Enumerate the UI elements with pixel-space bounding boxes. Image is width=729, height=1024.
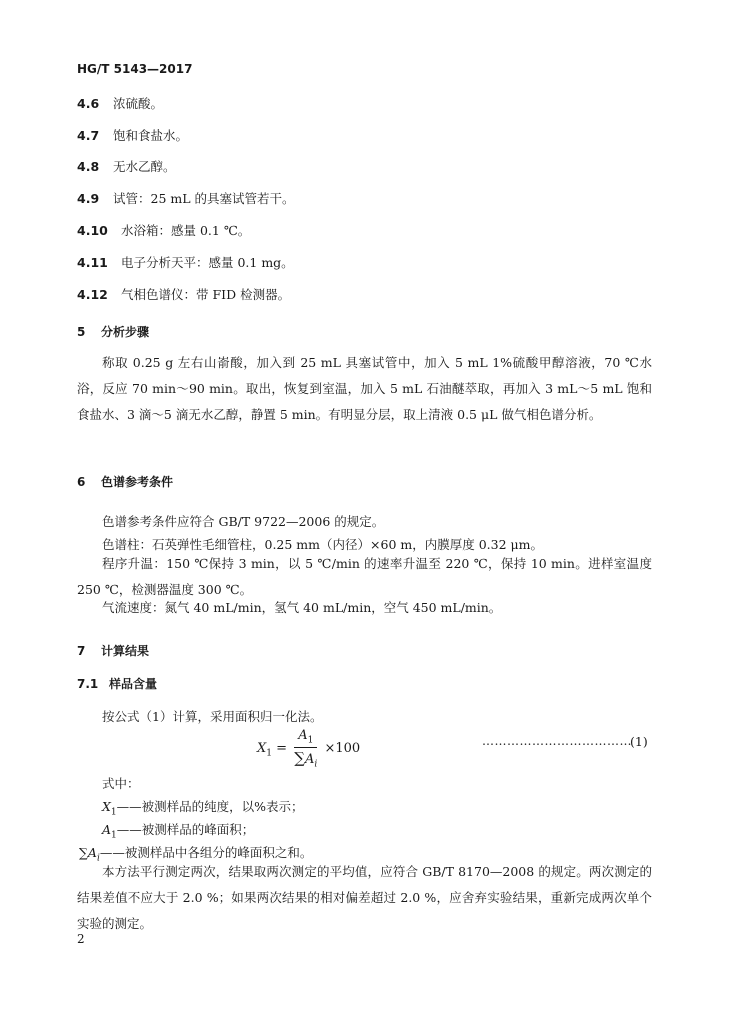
definition-subscript: 1 bbox=[110, 807, 117, 818]
section-number: 7 bbox=[77, 644, 86, 658]
item-number: 4.9 bbox=[77, 191, 100, 206]
list-item bbox=[77, 189, 295, 207]
procedure-paragraph: 称取 0.25 g 左右山嵛酸，加入到 25 mL 具塞试管中，加入 5 mL 1%硫酸甲醇溶液，70 ℃水浴，反应 70 min～90 min。取出，恢复到室温，加入 5 mL 石油醚萃取，再加入 3 mL～5 mL 饱和食盐水、3 滴～5 滴无水乙醇，静置 5 min。有明显分层，取上清液 0.5 μL 做气相色谱分析。 bbox=[77, 355, 652, 422]
section-heading bbox=[77, 473, 173, 490]
formula-intro: 按公式（1）计算，采用面积归一化法。 bbox=[102, 709, 323, 724]
list-item bbox=[77, 157, 176, 175]
subsection-heading bbox=[77, 675, 157, 692]
item-text: 无水乙醇。 bbox=[113, 159, 176, 174]
subsection-title: 样品含量 bbox=[109, 677, 158, 691]
conclusion-paragraph: 本方法平行测定两次，结果取两次测定的平均值，应符合 GB/T 8170—2008 的规定。两次测定的结果差值不应大于 2.0 %；如果两次结果的相对偏差超过 2.0 %，应舍弃实验结果，重新完成两次单个实验的测定。 bbox=[77, 864, 652, 931]
definition-item bbox=[102, 797, 304, 818]
item-number: 4.10 bbox=[77, 223, 108, 238]
formula-multiplier: ×100 bbox=[324, 741, 361, 757]
subsection-number: 7.1 bbox=[77, 677, 99, 691]
list-item bbox=[77, 94, 163, 112]
formula-fraction bbox=[294, 728, 317, 769]
section-title: 计算结果 bbox=[101, 644, 150, 658]
definition-subscript: 1 bbox=[111, 830, 117, 841]
item-text: 电子分析天平：感量 0.1 mg。 bbox=[121, 255, 294, 270]
item-text: 浓硫酸。 bbox=[113, 96, 164, 111]
item-number: 4.8 bbox=[77, 159, 100, 174]
item-text: 水浴箱：感量 0.1 ℃。 bbox=[121, 223, 251, 238]
section-heading bbox=[77, 323, 149, 340]
list-item bbox=[77, 253, 294, 271]
definition-symbol: A bbox=[102, 822, 112, 837]
definition-text: ——被测样品中各组分的峰面积之和。 bbox=[99, 845, 313, 860]
paragraph: 色谱柱：石英弹性毛细管柱，0.25 mm（内径）×60 m，内膜厚度 0.32 μm。 bbox=[102, 537, 543, 552]
item-number: 4.6 bbox=[77, 96, 100, 111]
definition-symbol: X bbox=[102, 799, 111, 814]
section-number: 5 bbox=[77, 325, 86, 339]
item-number: 4.12 bbox=[77, 287, 108, 302]
definition-subscript: i bbox=[96, 853, 100, 864]
section-heading bbox=[77, 642, 149, 659]
paragraph: 气流速度：氮气 40 mL/min，氢气 40 mL/min，空气 450 mL/min。 bbox=[102, 600, 502, 615]
formula-equals: = bbox=[276, 741, 288, 757]
item-text: 气相色谱仪：带 FID 检测器。 bbox=[121, 287, 291, 302]
definition-text: ——被测样品的峰面积； bbox=[116, 822, 255, 837]
item-text: 试管：25 mL 的具塞试管若干。 bbox=[113, 191, 295, 206]
formula-lhs: X bbox=[257, 741, 267, 757]
paragraph: 程序升温：150 ℃保持 3 min，以 5 ℃/min 的速率升温至 220 ℃，保持 10 min。进样室温度 250 ℃，检测器温度 300 ℃。 bbox=[77, 556, 652, 597]
formula bbox=[257, 728, 360, 769]
formula-lhs-sub: 1 bbox=[266, 748, 272, 759]
item-number: 4.7 bbox=[77, 128, 100, 143]
section-title: 色谱参考条件 bbox=[101, 475, 174, 489]
paragraph: 色谱参考条件应符合 GB/T 9722—2006 的规定。 bbox=[102, 514, 385, 529]
item-number: 4.11 bbox=[77, 255, 108, 270]
standard-code-header: HG/T 5143—2017 bbox=[77, 62, 193, 76]
list-item bbox=[77, 285, 290, 303]
definition-text: ——被测样品的纯度，以%表示； bbox=[116, 799, 304, 814]
section-number: 6 bbox=[77, 475, 86, 489]
list-item bbox=[77, 126, 188, 144]
equation-number: (1) bbox=[630, 734, 648, 749]
formula-leader-dots: ……………………………… bbox=[482, 734, 632, 748]
list-item bbox=[77, 221, 250, 239]
formula-denominator: $\sum A_i$ bbox=[294, 748, 318, 770]
section-title: 分析步骤 bbox=[101, 325, 150, 339]
definition-symbol: ∑A bbox=[79, 845, 97, 860]
formula-numerator: $A_1$ bbox=[294, 728, 317, 748]
definition-item bbox=[102, 820, 254, 841]
page-number: 2 bbox=[77, 932, 85, 946]
item-text: 饱和食盐水。 bbox=[113, 128, 189, 143]
where-label: 式中： bbox=[102, 776, 140, 791]
